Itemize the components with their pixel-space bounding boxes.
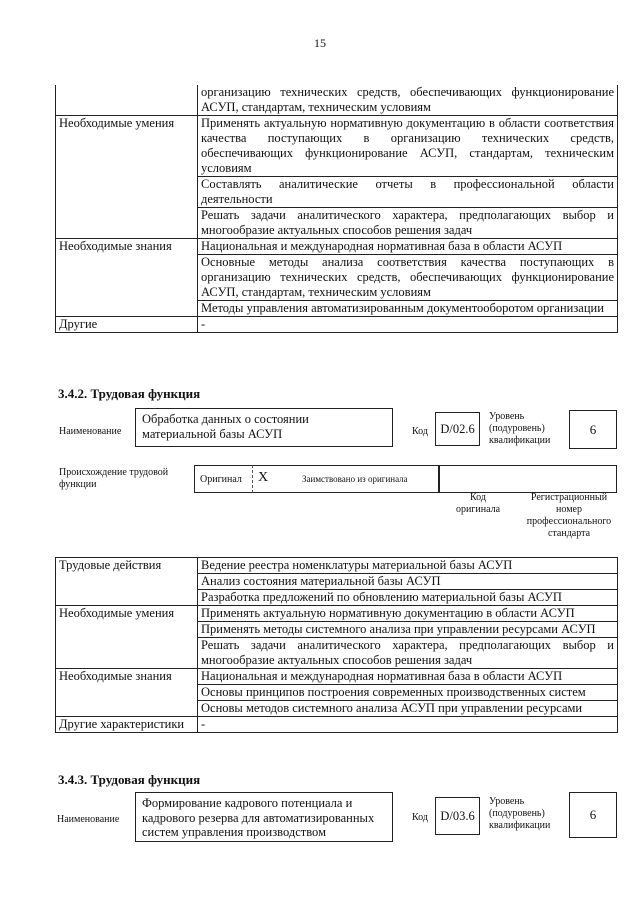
function-name-box: Формирование кадрового потенциала и кадрового резерва для автоматизированных систем управления производством [135, 792, 393, 842]
code-label: Код [412, 812, 428, 823]
table-row-label: Необходимые умения [56, 606, 198, 669]
table-row-label: Необходимые умения [56, 116, 198, 239]
table-cell: Основы методов системного анализа АСУП при управлении ресурсами [198, 701, 618, 717]
level-label: Уровень (подуровень) квалификации [489, 411, 551, 446]
requirements-table-2 [55, 557, 618, 733]
table-cell: Основные методы анализа соответствия качества поступающих в организацию технических средств, обеспечивающих функционирование АСУП, стандартам, техническим условиям [198, 255, 618, 301]
requirements-table-1 [55, 85, 618, 333]
origin-divider [252, 465, 254, 493]
name-label: Наименование [59, 426, 122, 437]
table-row-label [56, 85, 198, 116]
level-box: 6 [569, 410, 617, 449]
table-cell: Применять актуальную нормативную документацию в области АСУП [198, 606, 618, 622]
section-heading-3-4-3: 3.4.3. Трудовая функция [58, 772, 201, 787]
table-row-label: Трудовые действия [56, 558, 198, 606]
borrowed-label: Заимствовано из оригинала [302, 474, 408, 484]
table-cell: Ведение реестра номенклатуры материальной базы АСУП [198, 558, 618, 574]
level-box: 6 [569, 792, 617, 838]
original-mark: X [258, 470, 269, 485]
original-label: Оригинал [200, 474, 242, 485]
code-box: D/02.6 [435, 412, 480, 446]
origin-code-box [439, 465, 617, 493]
origin-label: Происхождение трудовой функции [59, 467, 169, 490]
table-row-label: Другие [56, 317, 198, 333]
registration-number-label: Регистрационный номер профессионального стандарта [526, 492, 612, 539]
table-row-label: Необходимые знания [56, 239, 198, 317]
table-cell: Составлять аналитические отчеты в профессиональной области деятельности [198, 177, 618, 208]
table-cell: организацию технических средств, обеспечивающих функционирование АСУП, стандартам, техническим условиям [198, 85, 618, 116]
table-row-label: Другие характеристики [56, 717, 198, 733]
table-row-label: Необходимые знания [56, 669, 198, 717]
code-original-label: Код оригинала [455, 492, 501, 515]
table-cell: Применять методы системного анализа при управлении ресурсами АСУП [198, 622, 618, 638]
name-label: Наименование [57, 814, 120, 825]
table-cell: Решать задачи аналитического характера, предполагающих выбор и многообразие актуальных способов решения задач [198, 208, 618, 239]
code-box: D/03.6 [435, 797, 480, 835]
table-cell: Национальная и международная нормативная база в области АСУП [198, 239, 618, 255]
table-cell: Методы управления автоматизированным документооборотом организации [198, 301, 618, 317]
page-number: 15 [314, 36, 326, 50]
table-cell: Основы принципов построения современных производственных систем [198, 685, 618, 701]
table-cell: Разработка предложений по обновлению материальной базы АСУП [198, 590, 618, 606]
table-cell: Решать задачи аналитического характера, предполагающих выбор и многообразие актуальных способов решения задач [198, 638, 618, 669]
table-cell: Анализ состояния материальной базы АСУП [198, 574, 618, 590]
table-cell: Национальная и международная нормативная база в области АСУП [198, 669, 618, 685]
code-label: Код [412, 426, 428, 437]
section-heading-3-4-2: 3.4.2. Трудовая функция [58, 386, 201, 401]
table-cell: - [198, 317, 618, 333]
table-cell: Применять актуальную нормативную документацию в области соответствия качества поступающих в организацию технических средств, обеспечивающих функционирование АСУП, стандартам, техническим условиям [198, 116, 618, 177]
function-name-box: Обработка данных о состоянии материальной базы АСУП [135, 408, 393, 447]
level-label: Уровень (подуровень) квалификации [489, 796, 551, 831]
table-cell: - [198, 717, 618, 733]
